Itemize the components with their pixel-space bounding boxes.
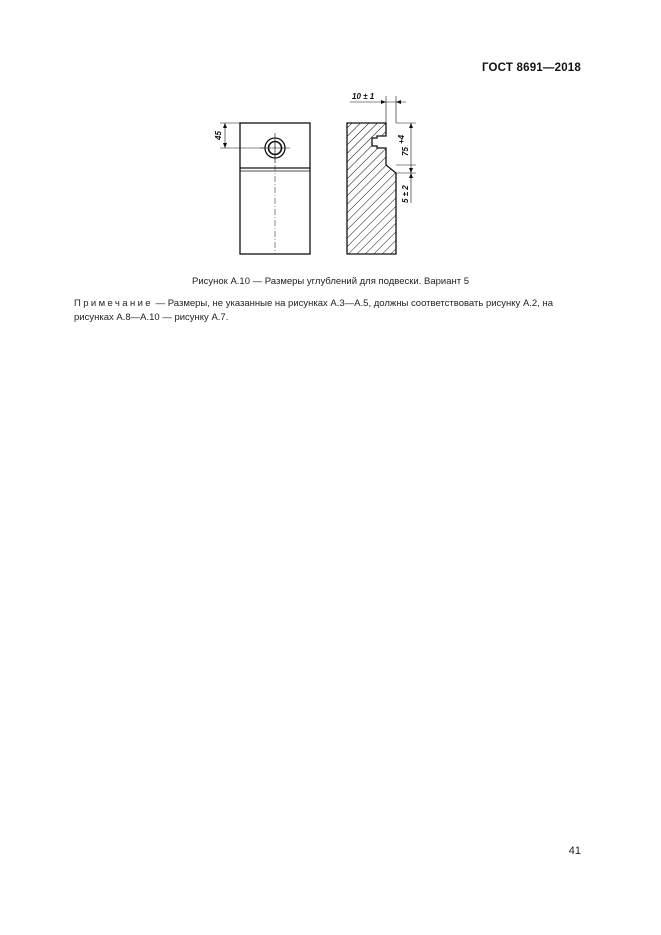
- dim-75-arrow-bottom: [409, 168, 413, 173]
- note-label: Примечание: [74, 298, 153, 309]
- drawing-canvas: [200, 88, 440, 263]
- dim-75-arrow-top: [409, 123, 413, 128]
- dim-75-label: 75: [401, 147, 410, 156]
- note-text: — Размеры, не указанные на рисунках А.3—А.5, должны соответствовать рисунку А.2, на рисунках А.8—А.10 — рисунку А.7.: [74, 298, 554, 323]
- page-header-standard: ГОСТ 8691—2018: [481, 62, 581, 74]
- dim-10-arrow-right: [396, 100, 401, 104]
- dim-75-tolerance: +4: [397, 134, 406, 144]
- dim-5-label: 5 ± 2: [401, 185, 410, 203]
- dim-45-label: 45: [214, 131, 223, 140]
- dim-10-label: 10 ± 1: [352, 92, 375, 101]
- note-paragraph: [74, 297, 584, 324]
- dim-5-arrow: [409, 173, 413, 178]
- page-number: 41: [568, 845, 581, 857]
- figure-caption: Рисунок А.10 — Размеры углублений для подвески. Вариант 5: [191, 276, 470, 287]
- dim-10-arrow-left: [381, 100, 386, 104]
- dim-45-arrow-bottom: [223, 143, 227, 148]
- technical-drawing-figure: [200, 88, 440, 263]
- section-view: [347, 92, 416, 254]
- front-view: [214, 123, 310, 254]
- dim-45-arrow-top: [223, 123, 227, 128]
- section-hatched-body: [347, 123, 396, 254]
